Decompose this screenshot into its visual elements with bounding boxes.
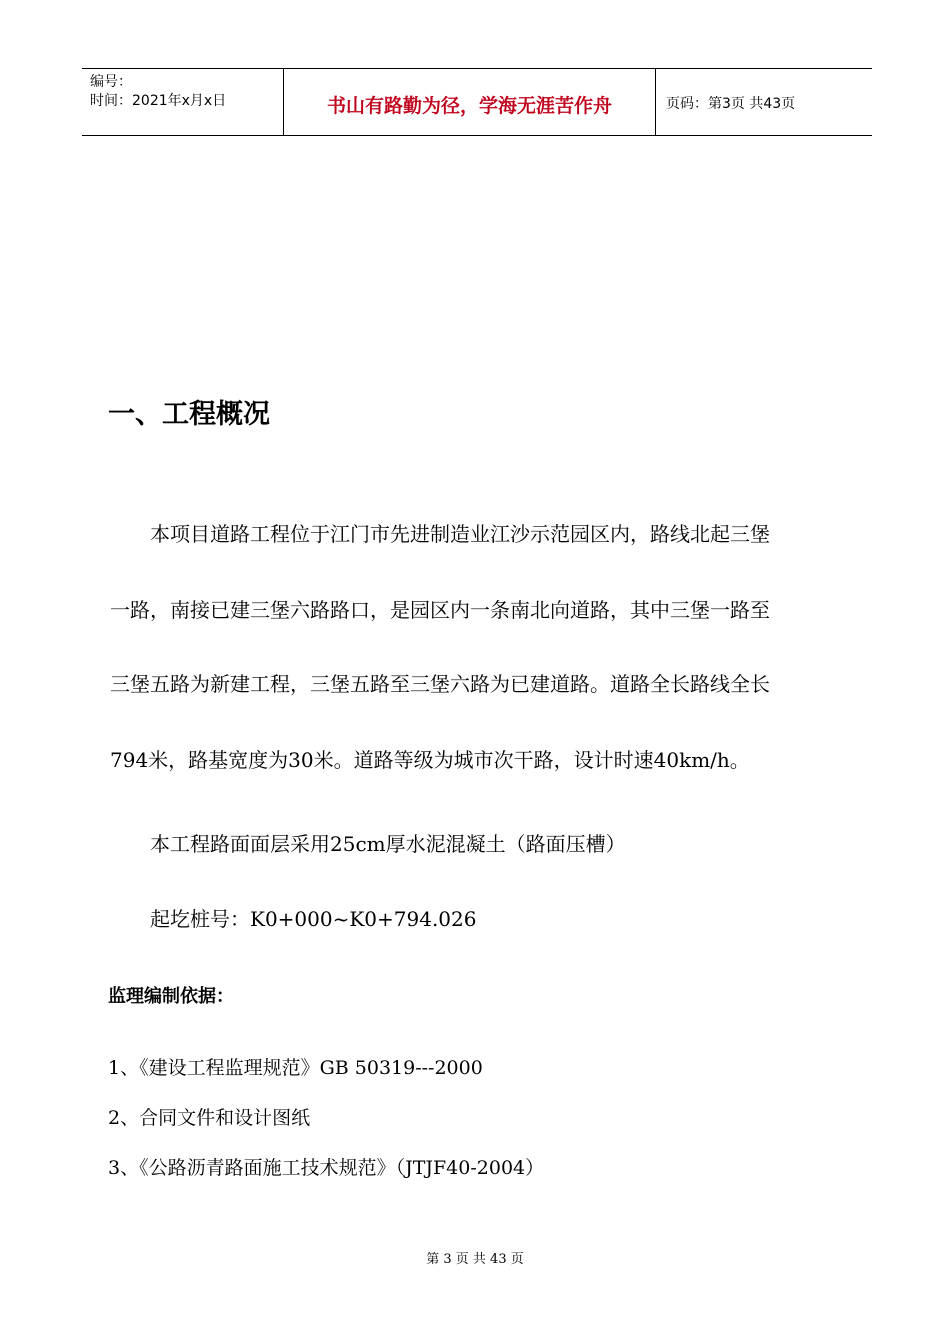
basis-heading: 监理编制依据： <box>108 986 234 1007</box>
basis-list-item: 1、《建设工程监理规范》GB 50319---2000 <box>108 1057 483 1079</box>
document-number-label: 编号： <box>90 74 132 90</box>
header-motto: 书山有路勤为径，学海无涯苦作舟 <box>326 95 612 117</box>
header-meta-cell <box>82 69 284 135</box>
page-header <box>82 68 872 136</box>
overview-paragraph-line: 794米，路基宽度为30米。道路等级为城市次干路，设计时速40km/h。 <box>110 748 750 772</box>
overview-paragraph-line: 本项目道路工程位于江门市先进制造业江沙示范园区内，路线北起三堡 <box>150 522 770 546</box>
header-page-cell <box>656 69 872 135</box>
pavement-description: 本工程路面面层采用25cm厚水泥混凝土（路面压槽） <box>150 832 626 856</box>
header-page-info: 页码：第3页 共43页 <box>666 96 796 112</box>
header-motto-cell <box>284 69 656 135</box>
overview-paragraph-line: 一路，南接已建三堡六路路口，是园区内一条南北向道路，其中三堡一路至 <box>110 598 770 622</box>
basis-list-item: 2、合同文件和设计图纸 <box>108 1107 311 1129</box>
page-footer: 第 3 页 共 43 页 <box>426 1252 524 1267</box>
document-date-label: 时间：2021年x月x日 <box>90 93 227 109</box>
basis-list-item: 3、《公路沥青路面施工技术规范》（JTJF40-2004） <box>108 1157 545 1179</box>
overview-paragraph-line: 三堡五路为新建工程，三堡五路至三堡六路为已建道路。道路全长路线全长 <box>110 672 770 696</box>
chainage-range: 起圪桩号：K0+000~K0+794.026 <box>150 907 477 931</box>
section-title: 一、工程概况 <box>108 399 270 430</box>
